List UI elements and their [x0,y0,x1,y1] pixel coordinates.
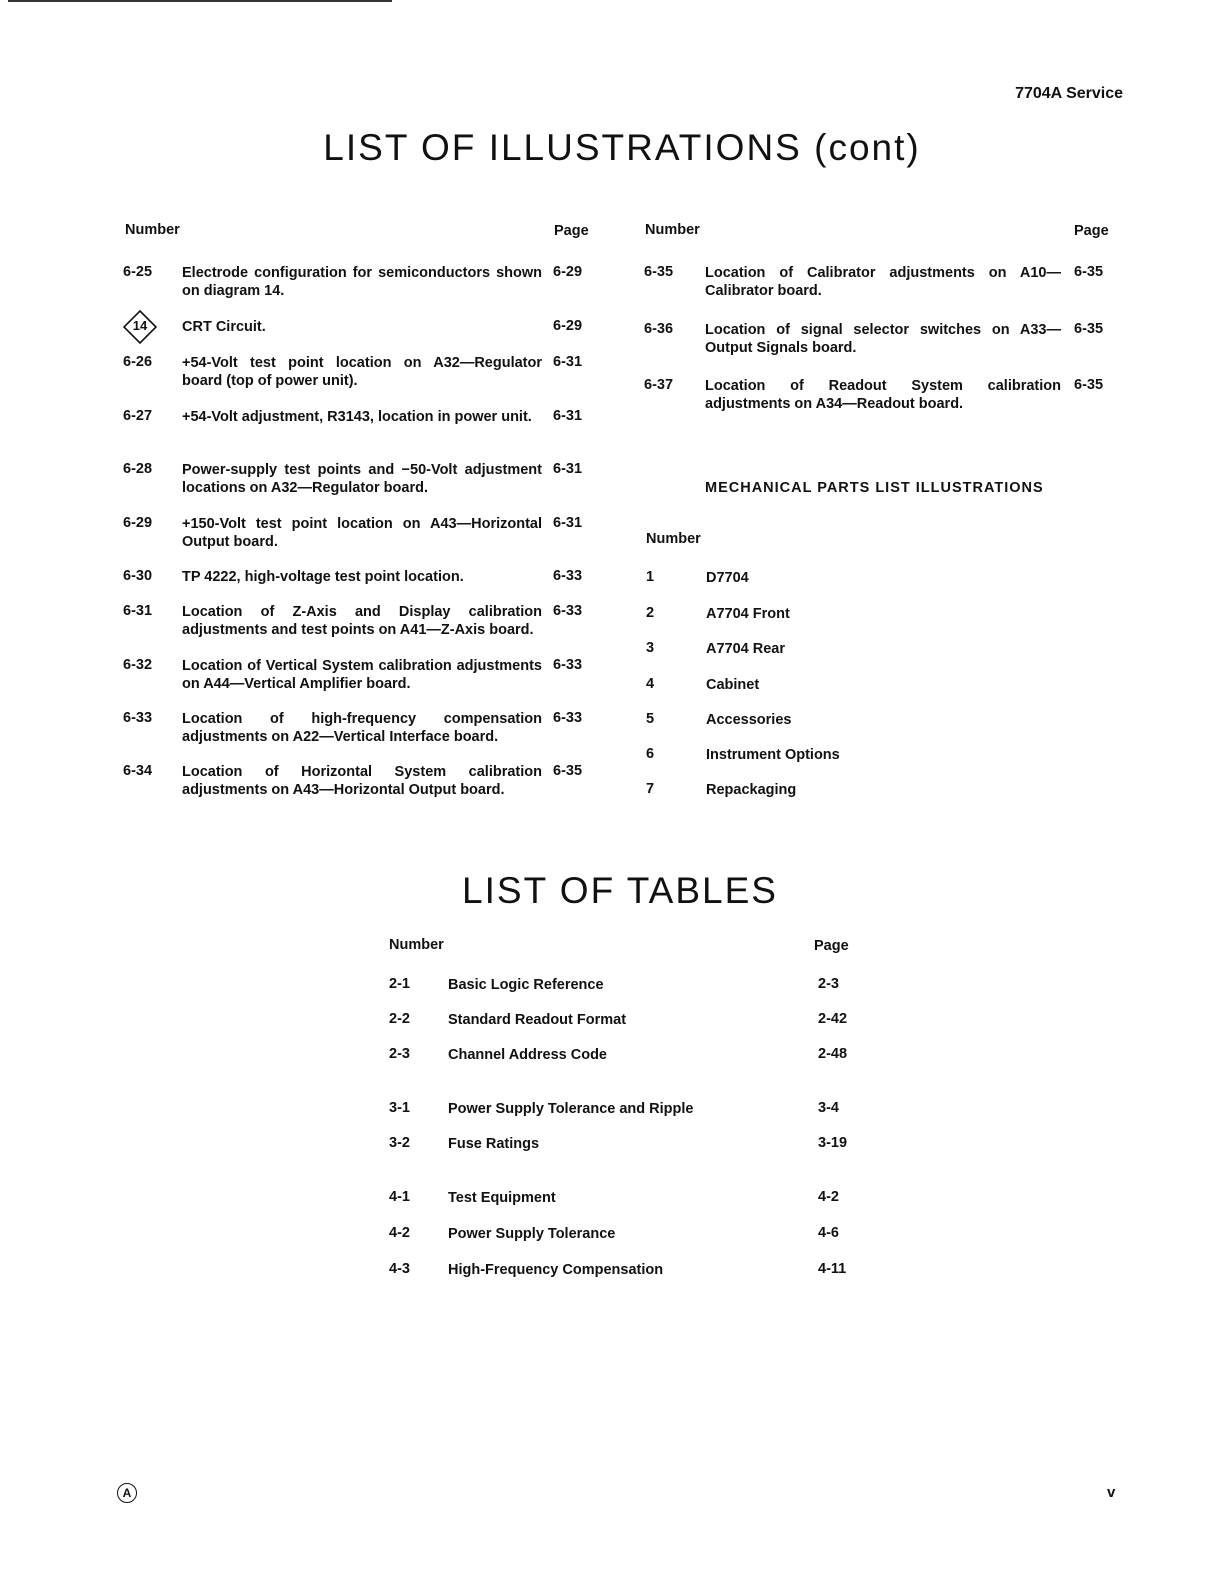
item-description: +54-Volt adjustment, R3143, location in power unit. [182,409,532,425]
item-page: 6-33 [553,710,583,726]
item-number: 6-29 [123,515,153,531]
item-page: 3-19 [818,1135,848,1151]
item-description: Location of high-frequency compensation adjustments on A22—Vertical Interface board. [182,711,542,745]
item-description: Location of signal selector switches on A33—Output Signals board. [705,322,1061,356]
item-page: 6-31 [553,515,583,531]
item-number: 6-34 [123,763,153,779]
item-page: 6-35 [1074,321,1104,337]
item-page: 6-33 [553,657,583,673]
item-page: 6-33 [553,603,583,619]
item-page: 3-4 [818,1100,839,1116]
item-number: 6-37 [644,377,674,393]
item-number: 2-1 [389,976,410,992]
illustrations-title: LIST OF ILLUSTRATIONS (cont) [323,127,921,168]
item-number: 2-3 [389,1046,410,1062]
item-description: Electrode configuration for semiconductors shown on diagram 14. [182,265,542,299]
item-number: 6-32 [123,657,153,673]
item-number: 6-36 [644,321,674,337]
item-description: A7704 Front [706,606,790,622]
tables-list [389,937,869,1287]
document-header: 7704A Service [1015,85,1123,102]
item-number: 4 [646,676,655,692]
item-number: 6-25 [123,264,153,280]
item-number: 1 [646,569,655,585]
item-description: High-Frequency Compensation [448,1262,664,1278]
item-page: 6-29 [553,318,583,334]
tables-page-heading: Page [814,938,849,954]
item-description: Location of Z-Axis and Display calibration adjustments and test points on A41—Z-Axis board. [182,604,542,638]
item-description: Instrument Options [706,747,840,763]
item-description: A7704 Rear [706,641,785,657]
top-rule [8,0,392,2]
item-description: Repackaging [706,782,797,798]
tables-title: LIST OF TABLES [462,870,778,911]
mechanical-parts-list [646,531,1046,811]
item-number: 5 [646,711,655,727]
item-description: Test Equipment [448,1190,556,1206]
item-number: 4-2 [389,1225,410,1241]
item-description: TP 4222, high-voltage test point location. [182,569,464,585]
item-page: 6-35 [1074,377,1104,393]
illustrations-right-column [644,222,1114,432]
illustrations-left-column [123,222,593,822]
item-number: 6-26 [123,354,153,370]
item-description: Accessories [706,712,792,728]
item-number: 6-31 [123,603,153,619]
item-number: 6-35 [644,264,674,280]
item-description: Power-supply test points and −50-Volt adjustment locations on A32—Regulator board. [182,462,542,496]
item-page: 6-35 [1074,264,1104,280]
item-description: Location of Horizontal System calibration adjustments on A43—Horizontal Output board. [182,764,542,798]
item-page: 4-2 [818,1189,839,1205]
item-page: 6-35 [553,763,583,779]
item-description: Location of Vertical System calibration adjustments on A44—Vertical Amplifier board. [182,658,542,692]
item-page: 6-29 [553,264,583,280]
item-description: Channel Address Code [448,1047,607,1063]
item-number: 2-2 [389,1011,410,1027]
item-description: D7704 [706,570,749,586]
item-description: +150-Volt test point location on A43—Horizontal Output board. [182,516,542,550]
item-description: Power Supply Tolerance and Ripple [448,1101,694,1117]
left-page-heading: Page [554,223,589,239]
page-number: v [1107,1484,1116,1501]
item-page: 2-3 [818,976,839,992]
item-description: Cabinet [706,677,760,693]
left-number-heading: Number [125,222,180,238]
revision-mark: A [117,1483,137,1503]
item-page: 4-6 [818,1225,839,1241]
mechanical-number-heading: Number [646,531,701,547]
item-number: 3-2 [389,1135,410,1151]
item-page: 2-48 [818,1046,848,1062]
item-description: Location of Calibrator adjustments on A10—Calibrator board. [705,265,1061,299]
diamond-diagram-icon [123,310,157,344]
item-number: 6 [646,746,655,762]
item-number: 6-28 [123,461,153,477]
item-number: 3-1 [389,1100,410,1116]
item-number: 6-30 [123,568,153,584]
item-description: Location of Readout System calibration adjustments on A34—Readout board. [705,378,1061,412]
item-number: 4-1 [389,1189,410,1205]
item-description: Standard Readout Format [448,1012,627,1028]
item-number: 4-3 [389,1261,410,1277]
item-description: +54-Volt test point location on A32—Regulator board (top of power unit). [182,355,542,389]
mechanical-parts-heading: MECHANICAL PARTS LIST ILLUSTRATIONS [705,480,1044,496]
tables-number-heading: Number [389,937,444,953]
item-number: 3 [646,640,655,656]
item-page: 2-42 [818,1011,848,1027]
item-description: CRT Circuit. [182,319,266,335]
item-description: Fuse Ratings [448,1136,540,1152]
item-page: 6-31 [553,354,583,370]
item-page: 6-33 [553,568,583,584]
diagram-number: 14 [132,318,148,333]
right-number-heading: Number [645,222,700,238]
item-number: 6-27 [123,408,153,424]
right-page-heading: Page [1074,223,1109,239]
item-page: 4-11 [818,1261,847,1277]
item-description: Power Supply Tolerance [448,1226,616,1242]
item-description: Basic Logic Reference [448,977,604,993]
item-number: 6-33 [123,710,153,726]
item-page: 6-31 [553,461,583,477]
item-number: 7 [646,781,655,797]
item-number: 2 [646,605,655,621]
item-page: 6-31 [553,408,583,424]
